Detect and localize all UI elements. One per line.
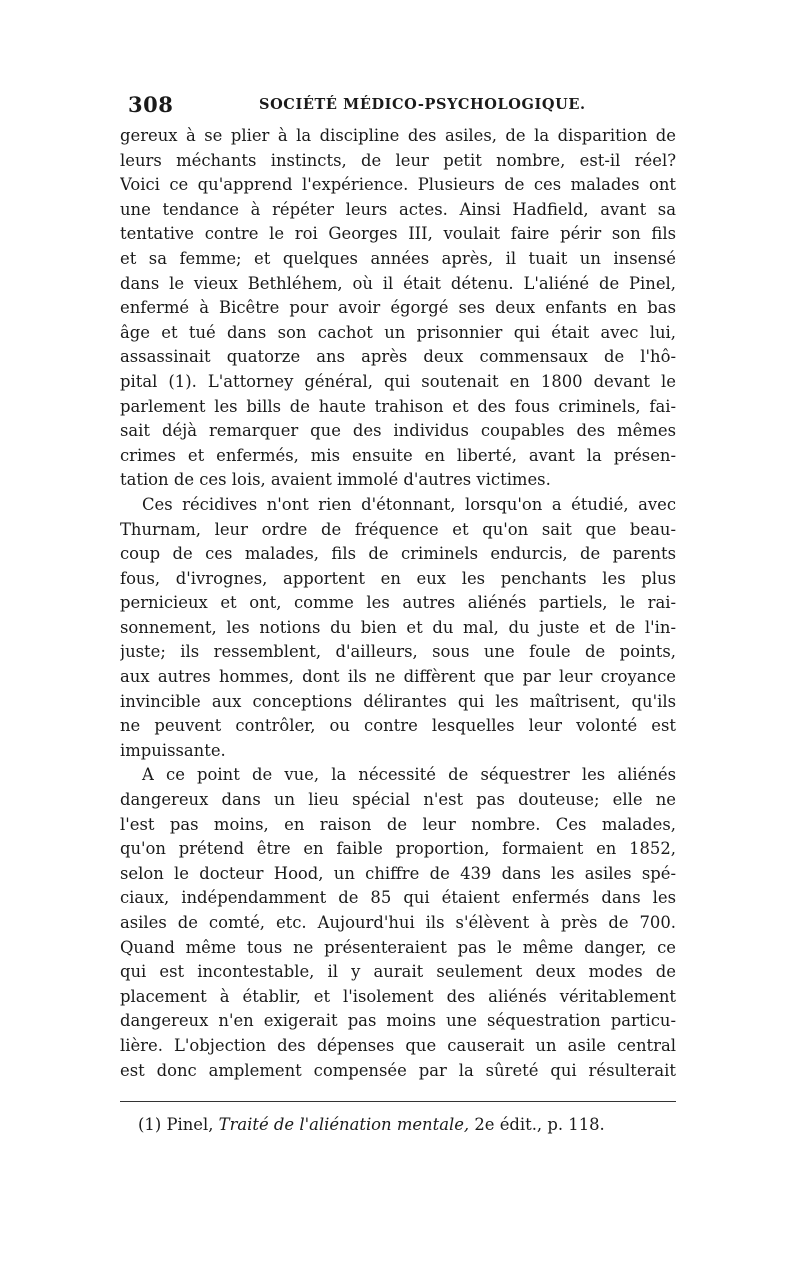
text-line: Voici ce qu'apprend l'expérience. Plusieurs de ces malades ont [120,175,676,195]
footnote-author: Pinel, [166,1115,214,1134]
text-line: Quand même tous ne présenteraient pas le même danger, ce [120,937,676,957]
text-line: impuissante. [120,740,226,760]
page-number: 308 [128,92,174,117]
text-line: et sa femme; et quelques années après, il tuait un insensé [120,248,676,268]
text-line: pital (1). L'attorney général, qui soutenait en 1800 devant le [120,371,676,391]
page-header [128,92,674,118]
footnote-separator [120,1101,676,1102]
footnote-edition: 2e édit., p. 118. [474,1115,605,1134]
text-line: parlement les bills de haute trahison et des fous criminels, fai- [120,396,676,416]
text-line: l'est pas moins, en raison de leur nombre. Ces malades, [120,814,676,834]
paragraph-start-line: Ces récidives n'ont rien d'étonnant, lorsqu'on a étudié, avec [142,494,676,514]
footnote-title: Traité de l'aliénation mentale, [218,1115,470,1134]
body-text [120,124,676,1083]
text-line: qui est incontestable, il y aurait seulement deux modes de [120,962,676,982]
text-line: tentative contre le roi Georges III, voulait faire périr son fils [120,224,676,244]
paragraph-start-line: A ce point de vue, la nécessité de séquestrer les aliénés [142,765,676,785]
text-line: leurs méchants instincts, de leur petit nombre, est-il réel? [120,150,676,170]
text-line: une tendance à répéter leurs actes. Ainsi Hadfield, avant sa [120,199,676,219]
text-line: dangereux dans un lieu spécial n'est pas douteuse; elle ne [120,790,676,810]
footnote [138,1113,605,1137]
text-line: Thurnam, leur ordre de fréquence et qu'on sait que beau- [120,519,676,539]
text-line: sonnement, les notions du bien et du mal, du juste et de l'in- [120,617,676,637]
text-line: crimes et enfermés, mis ensuite en liberté, avant la présen- [120,445,676,465]
running-head: SOCIÉTÉ MÉDICO-PSYCHOLOGIQUE. [259,96,586,113]
text-line: dans le vieux Bethléhem, où il était détenu. L'aliéné de Pinel, [120,273,676,293]
text-line: juste; ils ressemblent, d'ailleurs, sous une foule de points, [120,642,676,662]
text-line: placement à établir, et l'isolement des aliénés véritablement [120,986,676,1006]
text-line: dangereux n'en exigerait pas moins une séquestration particu- [120,1011,676,1031]
text-line: qu'on prétend être en faible proportion, formaient en 1852, [120,839,676,859]
text-line: gereux à se plier à la discipline des asiles, de la disparition de [120,126,676,145]
text-line: coup de ces malades, fils de criminels endurcis, de parents [120,544,676,564]
text-line: selon le docteur Hood, un chiffre de 439 dans les asiles spé- [120,863,676,883]
text-line: pernicieux et ont, comme les autres aliénés partiels, le rai- [120,593,676,613]
text-line: invincible aux conceptions délirantes qui les maîtrisent, qu'ils [120,691,676,711]
text-line: aux autres hommes, dont ils ne diffèrent que par leur croyance [120,667,676,687]
text-line: sait déjà remarquer que des individus coupables des mêmes [120,421,676,441]
text-line: enfermé à Bicêtre pour avoir égorgé ses deux enfants en bas [120,298,676,318]
text-line: âge et tué dans son cachot un prisonnier qui était avec lui, [120,322,676,342]
text-line: fous, d'ivrognes, apportent en eux les penchants les plus [120,568,676,588]
footnote-marker: (1) [138,1115,162,1134]
text-line: tation de ces lois, avaient immolé d'autres victimes. [120,470,551,490]
text-line: ne peuvent contrôler, ou contre lesquelles leur volonté est [120,716,676,736]
text-line: assassinait quatorze ans après deux commensaux de l'hô- [120,347,676,367]
text-line: asiles de comté, etc. Aujourd'hui ils s'élèvent à près de 700. [120,913,676,932]
text-line: est donc amplement compensée par la sûreté qui résulterait [120,1060,676,1080]
text-line: lière. L'objection des dépenses que causerait un asile central [120,1035,676,1055]
text-line: ciaux, indépendamment de 85 qui étaient enfermés dans les [120,888,676,908]
